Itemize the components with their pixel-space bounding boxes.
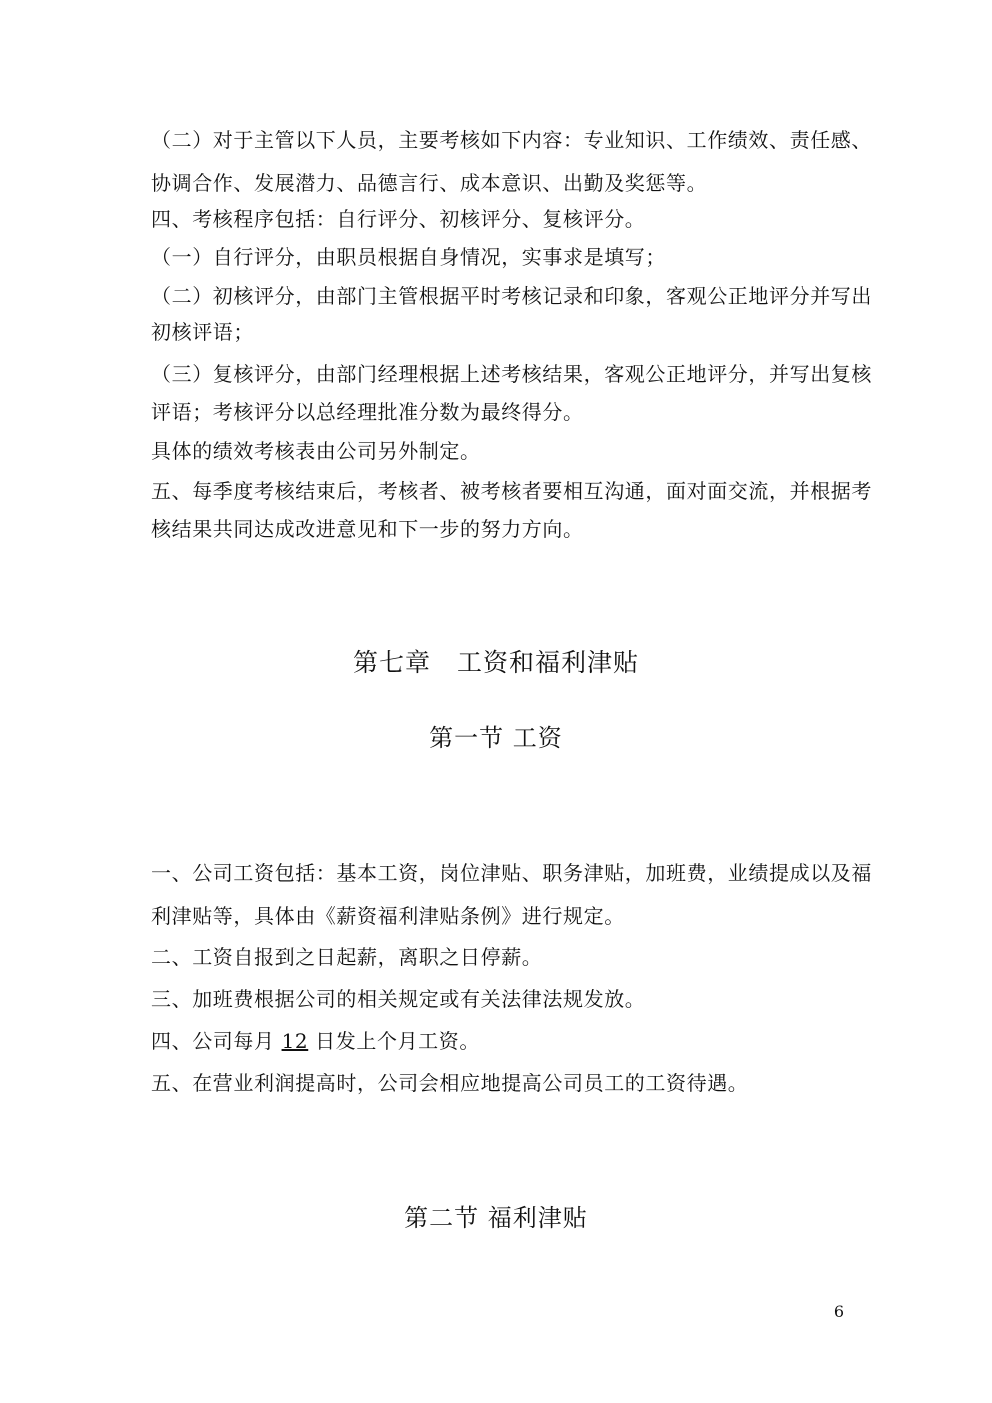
payday-suffix: 日发上个月工资。 <box>308 1029 480 1053</box>
text-line: 评语；考核评分以总经理批准分数为最终得分。 <box>151 400 584 424</box>
text-line: （二）对于主管以下人员，主要考核如下内容：专业知识、工作绩效、责任感、 <box>151 128 872 152</box>
section-title: 第二节 福利津贴 <box>404 1204 588 1232</box>
text-line: 五、在营业利润提高时，公司会相应地提高公司员工的工资待遇。 <box>151 1071 749 1095</box>
text-line: （二）初核评分，由部门主管根据平时考核记录和印象，客观公正地评分并写出 <box>151 284 872 308</box>
text-line: 五、每季度考核结束后，考核者、被考核者要相互沟通，面对面交流，并根据考 <box>151 479 872 503</box>
chapter-title: 第七章 工资和福利津贴 <box>352 648 639 677</box>
text-line: （三）复核评分，由部门经理根据上述考核结果，客观公正地评分，并写出复核 <box>151 362 872 386</box>
payday-day: 12 <box>281 1029 309 1053</box>
text-line: （一）自行评分，由职员根据自身情况，实事求是填写； <box>151 245 666 269</box>
text-line: 一、公司工资包括：基本工资，岗位津贴、职务津贴，加班费，业绩提成以及福 <box>151 861 872 885</box>
text-line: 初核评语； <box>151 320 254 344</box>
text-line: 具体的绩效考核表由公司另外制定。 <box>151 439 481 463</box>
payday-prefix: 四、公司每月 <box>151 1029 282 1053</box>
text-line: 利津贴等，具体由《薪资福利津贴条例》进行规定。 <box>151 904 625 928</box>
text-line: 三、加班费根据公司的相关规定或有关法律法规发放。 <box>151 987 646 1011</box>
text-line: 核结果共同达成改进意见和下一步的努力方向。 <box>151 517 584 541</box>
page-number: 6 <box>833 1302 844 1321</box>
payday-line <box>151 1029 480 1053</box>
section-title: 第一节 工资 <box>429 724 563 752</box>
text-line: 协调合作、发展潜力、品德言行、成本意识、出勤及奖惩等。 <box>151 171 708 195</box>
text-line: 二、工资自报到之日起薪，离职之日停薪。 <box>151 945 543 969</box>
text-line: 四、考核程序包括：自行评分、初核评分、复核评分。 <box>151 207 646 231</box>
